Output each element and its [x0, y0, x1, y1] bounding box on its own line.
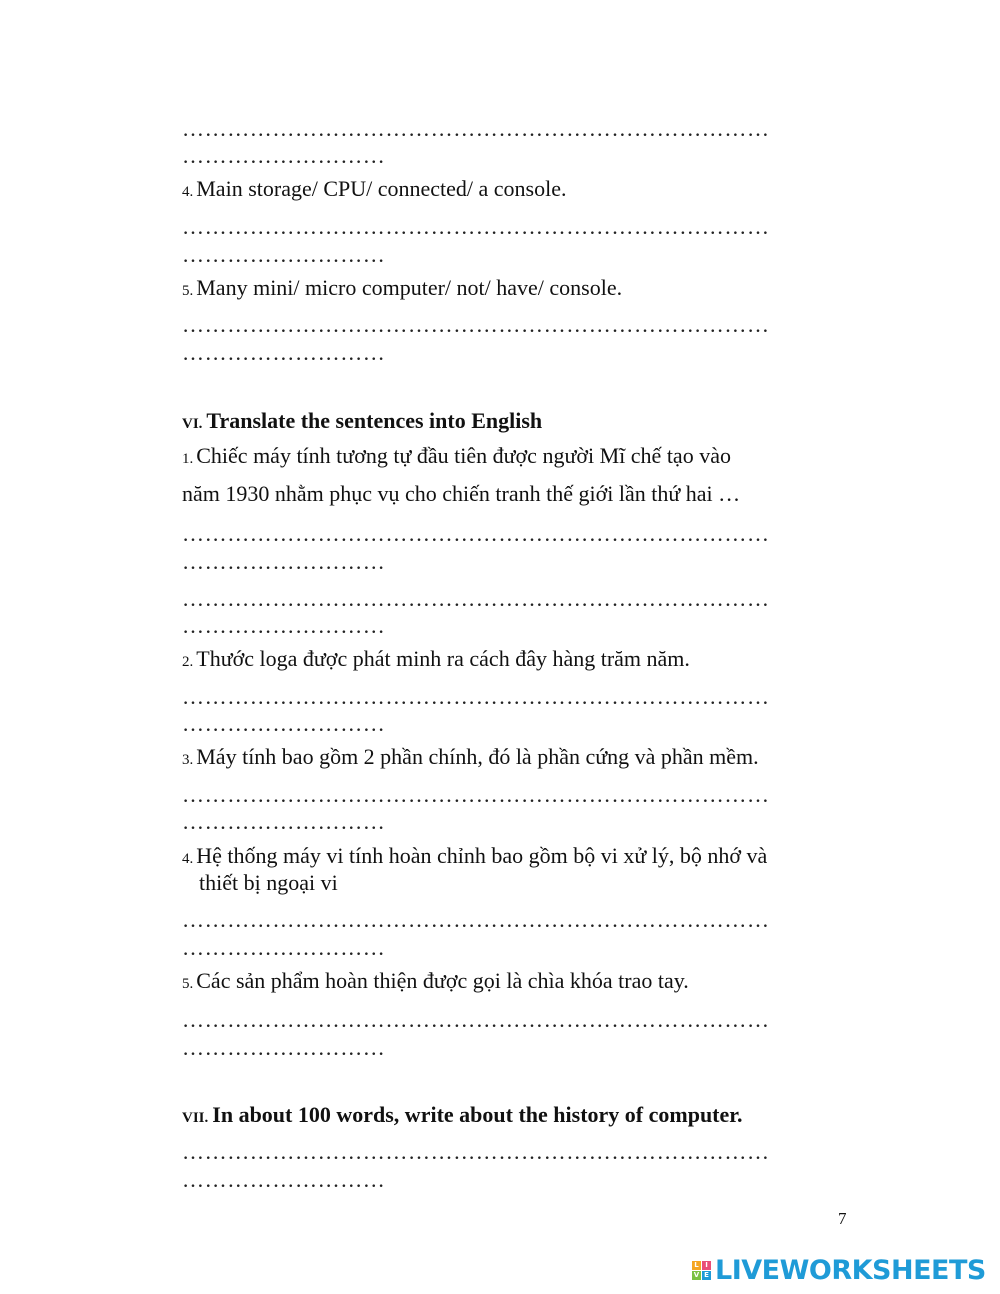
answer-line[interactable]: ………………………	[182, 711, 386, 736]
item-number: 5.	[182, 283, 194, 299]
item-number: 4.	[182, 851, 194, 867]
section-number: VI.	[182, 416, 203, 432]
answer-line[interactable]: ………………………	[182, 143, 386, 168]
answer-line[interactable]: ……………………………………………………………………	[182, 312, 770, 337]
logo-mark-icon	[692, 1261, 711, 1280]
logo-mark-tile: V	[693, 1270, 700, 1279]
item-text: Main storage/ CPU/ connected/ a console.	[196, 176, 567, 201]
item-text: Many mini/ micro computer/ not/ have/ console.	[196, 275, 623, 300]
item-number: 5.	[182, 976, 194, 992]
answer-line[interactable]: ……………………………………………………………………	[182, 1007, 770, 1032]
item-text: Các sản phẩm hoàn thiện được gọi là chìa khóa trao tay.	[196, 968, 689, 993]
item-number: 4.	[182, 184, 194, 200]
item-text: Chiếc máy tính tương tự đầu tiên được người Mĩ chế tạo vào	[196, 443, 731, 468]
answer-line[interactable]: ……………………………………………………………………	[182, 214, 770, 239]
item-number: 2.	[182, 654, 194, 670]
item-text-continued: thiết bị ngoại vi	[199, 870, 338, 895]
answer-line[interactable]: ……………………………………………………………………	[182, 782, 770, 807]
section-title: In about 100 words, write about the history of computer.	[212, 1102, 743, 1127]
answer-line[interactable]: ………………………	[182, 809, 386, 834]
logo-mark-tile: I	[702, 1261, 711, 1270]
item-text: Máy tính bao gồm 2 phần chính, đó là phần cứng và phần mềm.	[196, 744, 759, 769]
answer-line[interactable]: ………………………	[182, 613, 386, 638]
section-title: Translate the sentences into English	[206, 408, 543, 433]
answer-line[interactable]: ……………………………………………………………………	[182, 1139, 770, 1164]
exercise-item	[182, 746, 759, 768]
section-heading	[182, 1104, 743, 1126]
answer-line[interactable]: ………………………	[182, 1167, 386, 1192]
answer-line[interactable]: ……………………………………………………………………	[182, 684, 770, 709]
section-number: VII.	[182, 1110, 209, 1126]
item-number: 1.	[182, 451, 194, 467]
exercise-item	[182, 970, 689, 992]
answer-line[interactable]: ……………………………………………………………………	[182, 586, 770, 611]
logo-mark-tile: L	[692, 1261, 701, 1270]
liveworksheets-logo	[692, 1253, 986, 1287]
answer-line[interactable]: ………………………	[182, 340, 386, 365]
answer-line[interactable]: ………………………	[182, 1035, 386, 1060]
section-heading	[182, 410, 542, 432]
answer-line[interactable]: ……………………………………………………………………	[182, 116, 770, 141]
item-text: Thước loga được phát minh ra cách đây hàng trăm năm.	[196, 646, 690, 671]
item-number: 3.	[182, 752, 194, 768]
logo-text: LIVEWORKSHEETS	[715, 1254, 986, 1286]
page-number: 7	[838, 1209, 847, 1228]
exercise-item	[182, 845, 767, 867]
answer-line[interactable]: ………………………	[182, 935, 386, 960]
exercise-item	[182, 277, 622, 299]
exercise-item	[182, 648, 690, 670]
answer-line[interactable]: ………………………	[182, 549, 386, 574]
item-text: Hệ thống máy vi tính hoàn chỉnh bao gồm bộ vi xử lý, bộ nhớ và	[196, 843, 768, 868]
answer-line[interactable]: ………………………	[182, 242, 386, 267]
answer-line[interactable]: ……………………………………………………………………	[182, 521, 770, 546]
answer-line[interactable]: ……………………………………………………………………	[182, 907, 770, 932]
logo-mark-tile: E	[702, 1271, 711, 1280]
item-text-continued: năm 1930 nhằm phục vụ cho chiến tranh thế giới lần thứ hai …	[182, 481, 741, 506]
exercise-item	[182, 178, 567, 200]
exercise-item	[182, 445, 731, 467]
